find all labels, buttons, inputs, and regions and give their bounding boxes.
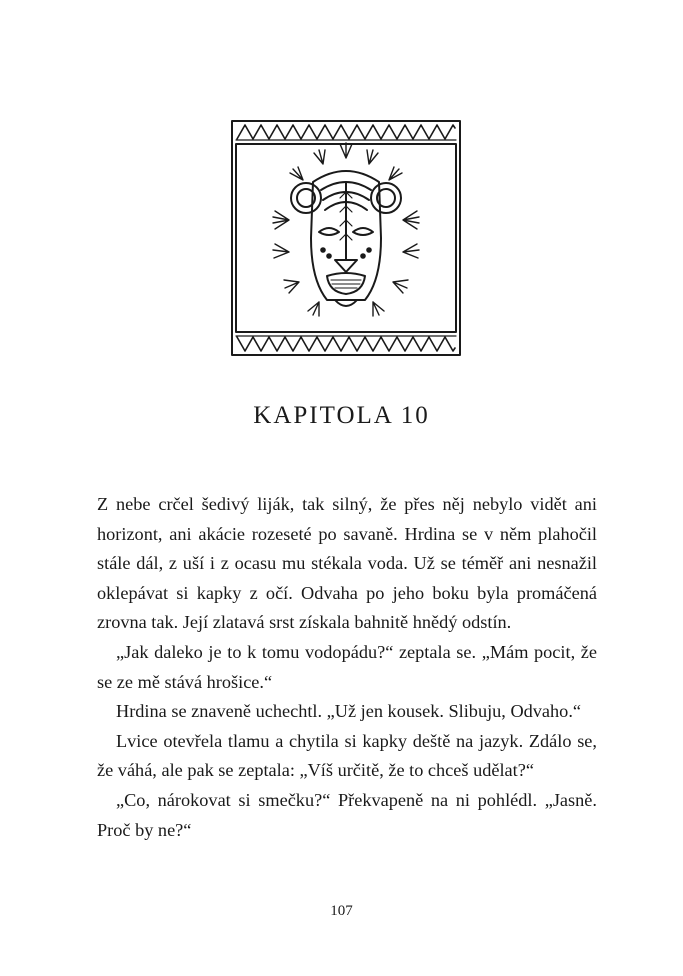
- lion-mask-icon: [231, 120, 461, 356]
- chapter-text: [97, 490, 597, 845]
- chapter-title: KAPITOLA 10: [253, 402, 430, 429]
- paragraph: Z nebe crčel šedivý liják, tak silný, že přes něj nebylo vidět ani horizont, ani akácie rozeseté po savaně. Hrdina se v něm plahočil stále dál, z uší i z ocasu mu stékala voda. Už se téměř ani nesnažil oklepávat si kapky z očí. Odvaha po jeho boku byla promáčená zrovna tak. Její zlatavá srst získala bahnitě hnědý odstín.: [97, 494, 597, 633]
- paragraph: Hrdina se znaveně uchechtl. „Už jen kousek. Slibuju, Odvaho.“: [116, 701, 582, 722]
- paragraph: „Jak daleko je to k tomu vodopádu?“ zeptala se. „Mám pocit, že se ze mě stává hrošice.“: [97, 641, 597, 692]
- paragraph: „Co, nárokovat si smečku?“ Překvapeně na ni pohlédl. „Jasně. Proč by ne?“: [97, 789, 597, 840]
- paragraph: Lvice otevřela tlamu a chytila si kapky deště na jazyk. Zdálo se, že váhá, ale pak se zeptala: „Víš určitě, že to chceš udělat?“: [97, 730, 597, 781]
- page-number: 107: [330, 903, 353, 919]
